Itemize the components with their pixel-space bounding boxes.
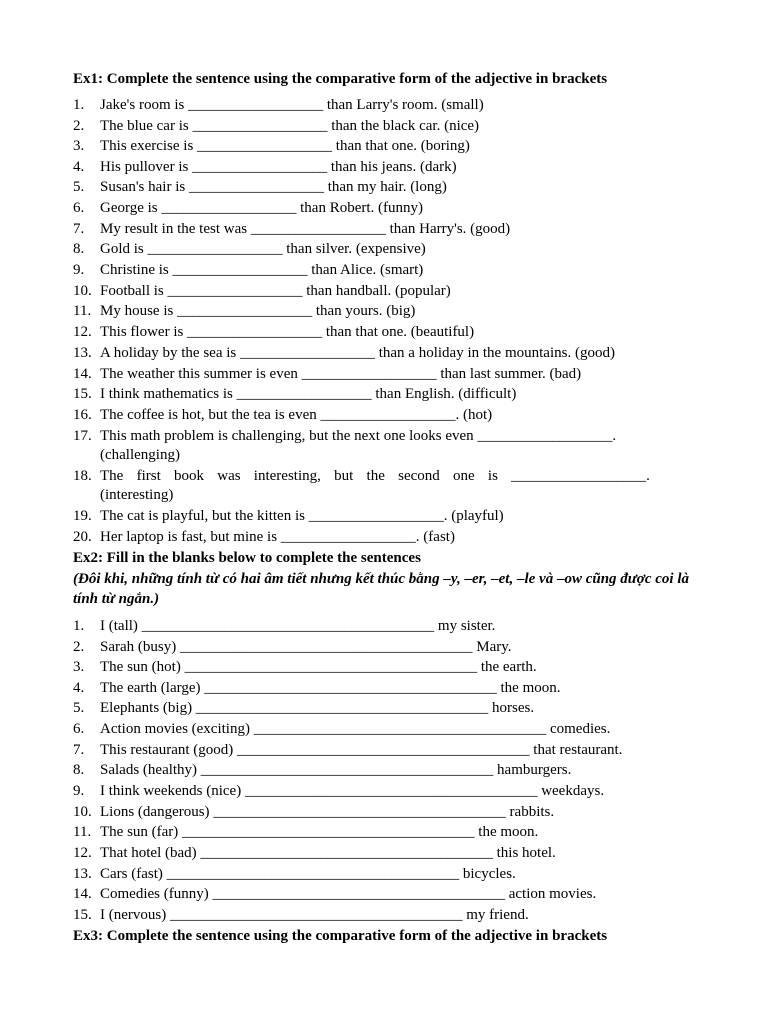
ex1-item-18: 18. The first book was interesting, but the second one is __________________. [73, 468, 650, 484]
ex1-item-8: 8. Gold is __________________ than silver. (expensive) [73, 241, 426, 257]
ex2-item-1: 1. I (tall) _______________________________________ my sister. [73, 618, 496, 634]
ex2-item-4: 4. The earth (large) _______________________________________ the moon. [73, 680, 561, 696]
ex1-item-16: 16. The coffee is hot, but the tea is even __________________. (hot) [73, 407, 493, 423]
ex2-item-6: 6. Action movies (exciting) _______________________________________ comedies. [73, 721, 611, 737]
ex2-item-10: 10. Lions (dangerous) _______________________________________ rabbits. [73, 804, 555, 820]
ex1-item-11: 11. My house is __________________ than yours. (big) [73, 303, 416, 319]
ex2-item-12: 12. That hotel (bad) _______________________________________ this hotel. [73, 845, 556, 861]
ex1-item-18-cont: (interesting) [100, 487, 174, 503]
ex1-item-14: 14. The weather this summer is even __________________ than last summer. (bad) [73, 366, 582, 382]
ex1-item-15: 15. I think mathematics is __________________ than English. (difficult) [73, 386, 517, 402]
ex1-item-13: 13. A holiday by the sea is __________________ than a holiday in the mountains. (good) [73, 345, 615, 361]
ex1-item-12: 12. This flower is __________________ than that one. (beautiful) [73, 324, 475, 340]
ex2-heading: Ex2: Fill in the blanks below to complete the sentences [73, 550, 421, 566]
ex2-item-14: 14. Comedies (funny) _______________________________________ action movies. [73, 886, 597, 902]
ex2-item-5: 5. Elephants (big) _______________________________________ horses. [73, 700, 535, 716]
ex2-note: (Đôi khi, những tính từ có hai âm tiết nhưng kết thúc bằng –y, –er, –et, –le và –ow cũng được coi là tính từ ngắn.) [73, 571, 689, 607]
ex1-item-20: 20. Her laptop is fast, but mine is __________________. (fast) [73, 529, 455, 545]
ex2-item-2: 2. Sarah (busy) _______________________________________ Mary. [73, 639, 512, 655]
ex2-item-7: 7. This restaurant (good) _______________________________________ that restaurant. [73, 742, 623, 758]
ex1-item-6: 6. George is __________________ than Robert. (funny) [73, 200, 424, 216]
ex3-heading: Ex3: Complete the sentence using the comparative form of the adjective in brackets [73, 928, 608, 944]
ex2-item-15: 15. I (nervous) _______________________________________ my friend. [73, 907, 529, 923]
ex1-item-10: 10. Football is __________________ than handball. (popular) [73, 283, 451, 299]
ex1-item-7: 7. My result in the test was __________________ than Harry's. (good) [73, 221, 511, 237]
ex1-item-2: 2. The blue car is __________________ than the black car. (nice) [73, 118, 480, 134]
ex2-item-11: 11. The sun (far) _______________________________________ the moon. [73, 824, 539, 840]
ex1-item-5: 5. Susan's hair is __________________ than my hair. (long) [73, 179, 447, 195]
ex1-item-3: 3. This exercise is __________________ than that one. (boring) [73, 138, 470, 154]
ex1-item-17: 17. This math problem is challenging, but the next one looks even __________________. [73, 428, 617, 444]
ex1-item-9: 9. Christine is __________________ than Alice. (smart) [73, 262, 424, 278]
ex1-item-19: 19. The cat is playful, but the kitten is __________________. (playful) [73, 508, 504, 524]
ex2-item-8: 8. Salads (healthy) _______________________________________ hamburgers. [73, 762, 572, 778]
ex1-heading: Ex1: Complete the sentence using the comparative form of the adjective in brackets [73, 71, 608, 87]
ex1-item-1: 1. Jake's room is __________________ than Larry's room. (small) [73, 97, 484, 113]
ex1-item-17-cont: (challenging) [100, 447, 180, 463]
ex2-item-3: 3. The sun (hot) _______________________________________ the earth. [73, 659, 537, 675]
ex1-item-4: 4. His pullover is __________________ than his jeans. (dark) [73, 159, 457, 175]
ex2-item-9: 9. I think weekends (nice) _______________________________________ weekdays. [73, 783, 605, 799]
ex2-item-13: 13. Cars (fast) _______________________________________ bicycles. [73, 866, 516, 882]
